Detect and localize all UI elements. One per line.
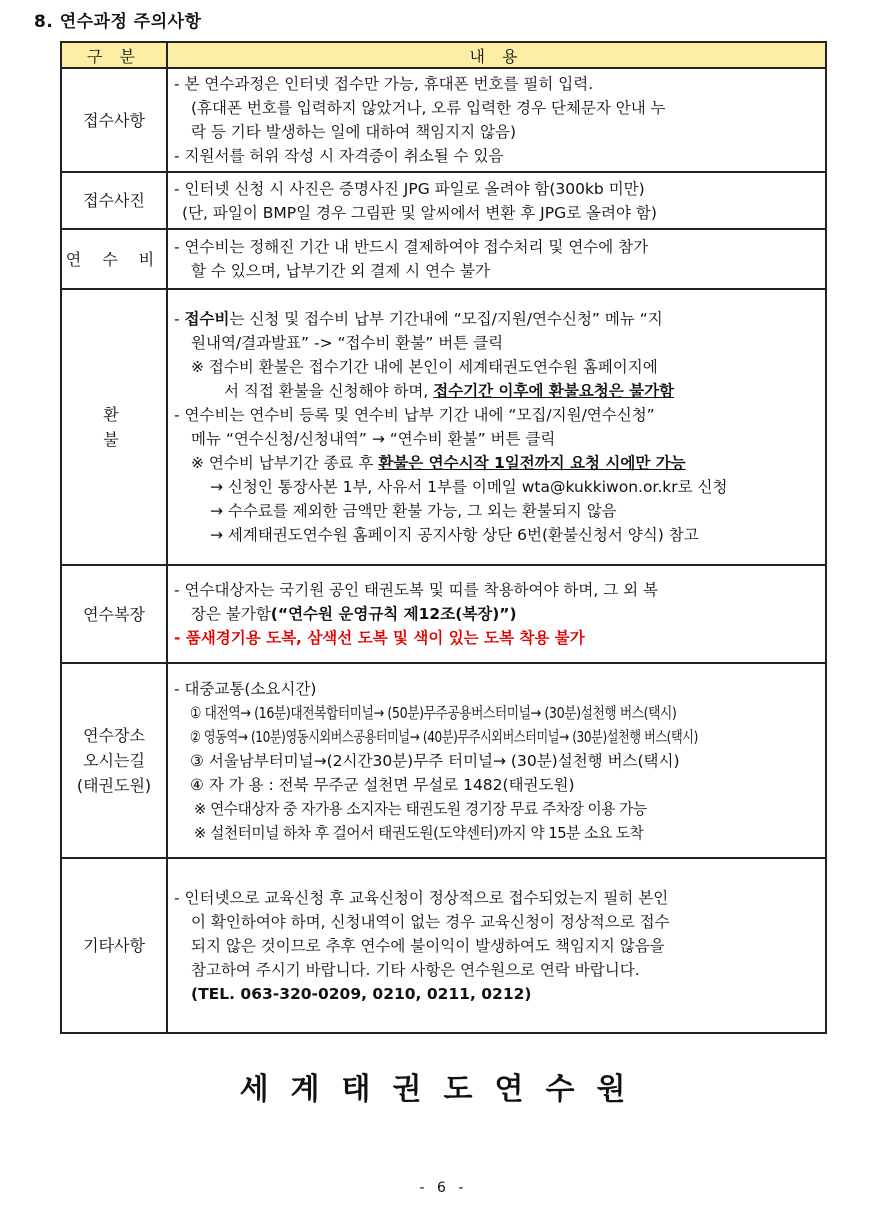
content-line: ※ 연수비 납부기간 종료 후 환불은 연수시작 1일전까지 요청 시에만 가능: [191, 454, 686, 472]
content-line: - 연수비는 정해진 기간 내 반드시 결제하여야 접수처리 및 연수에 참가: [174, 238, 649, 256]
row-category: 기타사항: [61, 858, 167, 1033]
content-line: - 지원서를 허위 작성 시 자격증이 취소될 수 있음: [174, 147, 504, 165]
organization-name: 세계태권도연수원: [239, 1072, 648, 1107]
content-line: - 접수비는 신청 및 접수비 납부 기간내에 “모집/지원/연수신청” 메뉴 “지: [174, 310, 663, 328]
row-content: [167, 663, 826, 858]
content-line: - 연수대상자는 국기원 공인 태권도복 및 띠를 착용하여야 하며, 그 외 복: [174, 581, 658, 599]
content-line: ② 영동역→ (10분)영동시외버스공용터미널→ (40분)무주시외버스터미널→ (30분)설천행 버스(택시): [190, 727, 698, 746]
section-title: 8. 연수과정 주의사항: [34, 12, 202, 32]
content-line: 할 수 있으며, 납부기간 외 결제 시 연수 불가: [191, 262, 490, 280]
row-category: 연수장소 오시는길 (태권도원): [61, 663, 167, 858]
row-category: 환 불: [61, 289, 167, 565]
header-category: 구 분: [61, 42, 167, 68]
content-line: ※ 설천터미널 하차 후 걸어서 태권도원(도약센터)까지 약 15분 소요 도착: [194, 823, 644, 842]
refund-deadline-notice: 접수기간 이후에 환불요청은 불가함: [433, 382, 675, 400]
content-line: → 세계태권도연수원 홈페이지 공지사항 상단 6번(환불신청서 양식) 참고: [210, 526, 699, 544]
refund-condition-notice: 환불은 연수시작 1일전까지 요청 시에만 가능: [378, 454, 686, 472]
content-line: - 본 연수과정은 인터넷 접수만 가능, 휴대폰 번호를 필히 입력.: [174, 75, 594, 93]
content-line: 서 직접 환불을 신청해야 하며, 접수기간 이후에 환불요청은 불가함: [224, 382, 675, 400]
content-line: ① 대전역→ (16분)대전복합터미널→ (50분)무주공용버스터미널→ (30분)설천행 버스(택시): [190, 703, 677, 722]
content-line: - 연수비는 연수비 등록 및 연수비 납부 기간 내에 “모집/지원/연수신청”: [174, 406, 655, 424]
content-line: (단, 파일이 BMP일 경우 그림판 및 알씨에서 변환 후 JPG로 올려야 함): [182, 203, 657, 222]
content-line: - 대중교통(소요시간): [174, 679, 317, 698]
row-category: 연수복장: [61, 565, 167, 663]
row-category: 연 수 비: [61, 229, 167, 289]
content-line: (휴대폰 번호를 입력하지 않았거나, 오류 입력한 경우 단체문자 안내 누: [191, 99, 666, 117]
content-line: 락 등 기타 발생하는 일에 대하여 책임지지 않음): [191, 123, 517, 141]
content-line: - 인터넷 신청 시 사진은 증명사진 JPG 파일로 올려야 함(300kb 미만): [174, 179, 645, 198]
table-row: [61, 663, 826, 858]
row-content: [167, 172, 826, 229]
content-line: 이 확인하여야 하며, 신청내역이 없는 경우 교육신청이 정상적으로 접수: [191, 912, 670, 931]
warning-line: - 품새경기용 도복, 삼색선 도복 및 색이 있는 도복 착용 불가: [174, 629, 585, 647]
row-category: 접수사항: [61, 68, 167, 172]
contact-tel: (TEL. 063-320-0209, 0210, 0211, 0212): [191, 984, 532, 1003]
row-content: [167, 289, 826, 565]
row-content: [167, 565, 826, 663]
header-content: 내 용: [167, 42, 826, 68]
table-row: [61, 289, 826, 565]
content-line: ④ 자 가 용 : 전북 무주군 설천면 무설로 1482(태권도원): [190, 775, 575, 794]
table-row: [61, 68, 826, 172]
row-content: [167, 229, 826, 289]
content-line: ③ 서울남부터미널→(2시간30분)무주 터미널→ (30분)설천행 버스(택시): [190, 751, 680, 770]
content-line: 원내역/결과발표” -> “접수비 환불” 버튼 클릭: [191, 334, 504, 352]
content-line: ※ 연수대상자 중 자가용 소지자는 태권도원 경기장 무료 주차장 이용 가능: [194, 799, 647, 818]
table-header-row: [61, 42, 826, 68]
page-number: - 6 -: [419, 1180, 468, 1196]
content-line: 장은 불가함(“연수원 운영규칙 제12조(복장)”): [191, 605, 517, 623]
table-row: [61, 858, 826, 1033]
row-content: [167, 858, 826, 1033]
content-line: → 신청인 통장사본 1부, 사유서 1부를 이메일 wta@kukkiwon.or.kr로 신청: [210, 478, 728, 496]
table-row: [61, 229, 826, 289]
content-line: 되지 않은 것이므로 추후 연수에 불이익이 발생하여도 책임지지 않음을: [191, 936, 665, 955]
table-row: [61, 172, 826, 229]
content-line: 메뉴 “연수신청/신청내역” → “연수비 환불” 버튼 클릭: [191, 430, 556, 448]
row-content: [167, 68, 826, 172]
row-category: 접수사진: [61, 172, 167, 229]
content-line: - 인터넷으로 교육신청 후 교육신청이 정상적으로 접수되었는지 필히 본인: [174, 888, 669, 907]
caution-table: [60, 41, 827, 1034]
content-line: → 수수료를 제외한 금액만 환불 가능, 그 외는 환불되지 않음: [210, 502, 617, 520]
table-row: [61, 565, 826, 663]
content-line: ※ 접수비 환불은 접수기간 내에 본인이 세계태권도연수원 홈페이지에: [191, 358, 658, 376]
content-line: 참고하여 주시기 바랍니다. 기타 사항은 연수원으로 연락 바랍니다.: [191, 960, 640, 979]
